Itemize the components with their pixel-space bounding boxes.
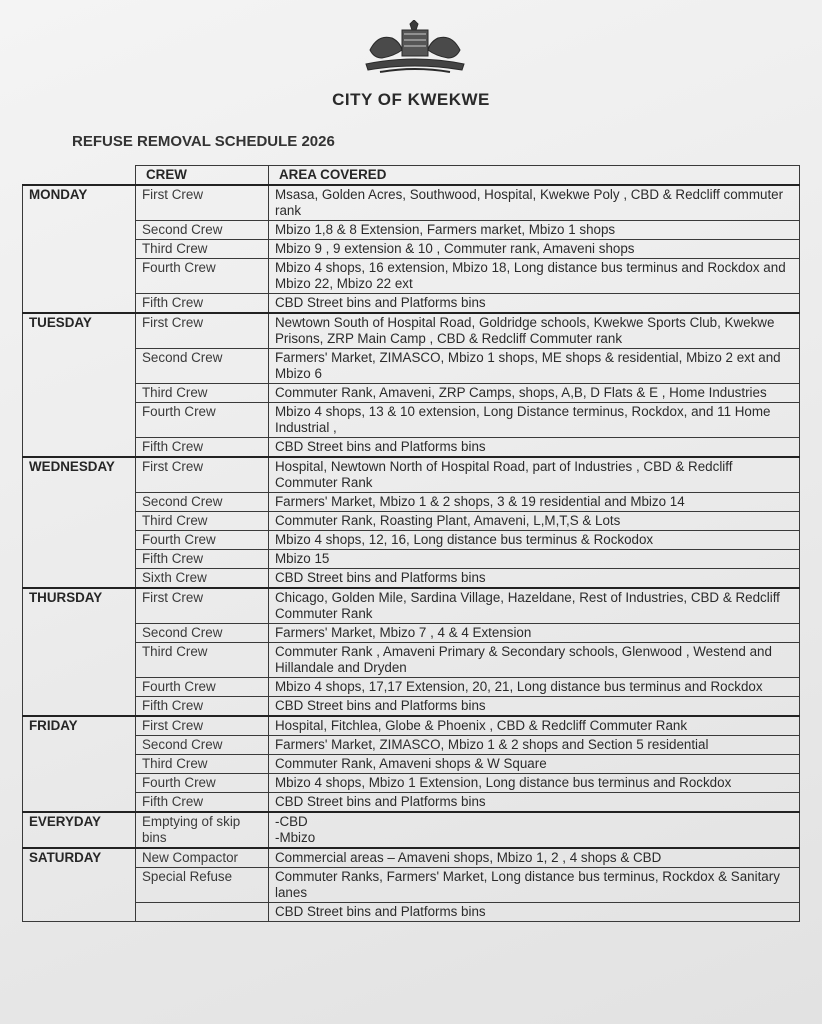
area-cell: Farmers' Market, Mbizo 1 & 2 shops, 3 & 19 residential and Mbizo 14 <box>269 493 800 512</box>
area-cell: Commuter Rank , Amaveni Primary & Secondary schools, Glenwood , Westend and Hillandale and Dryden <box>269 643 800 678</box>
area-cell: Mbizo 9 , 9 extension & 10 , Commuter rank, Amaveni shops <box>269 240 800 259</box>
crew-cell: Second Crew <box>136 736 269 755</box>
area-cell: Commuter Rank, Amaveni shops & W Square <box>269 755 800 774</box>
crew-cell: Fifth Crew <box>136 697 269 717</box>
area-cell: Mbizo 1,8 & 8 Extension, Farmers market, Mbizo 1 shops <box>269 221 800 240</box>
area-cell: Newtown South of Hospital Road, Goldridge schools, Kwekwe Sports Club, Kwekwe Prisons, ZRP Main Camp , CBD & Redcliff Commuter rank <box>269 313 800 349</box>
area-cell: Mbizo 15 <box>269 550 800 569</box>
city-title: CITY OF KWEKWE <box>332 90 490 109</box>
crew-cell: Special Refuse <box>136 868 269 903</box>
crew-cell: Third Crew <box>136 643 269 678</box>
crew-cell: Second Crew <box>136 349 269 384</box>
table-row <box>23 848 800 868</box>
table-row <box>23 550 800 569</box>
crew-cell: Fourth Crew <box>136 774 269 793</box>
area-cell: Commuter Ranks, Farmers' Market, Long distance bus terminus, Rockdox & Sanitary lanes <box>269 868 800 903</box>
area-cell: Farmers' Market, Mbizo 7 , 4 & 4 Extension <box>269 624 800 643</box>
table-row <box>23 313 800 349</box>
day-cell: FRIDAY <box>23 716 136 812</box>
table-row <box>23 903 800 922</box>
table-row <box>23 384 800 403</box>
table-row <box>23 868 800 903</box>
crew-cell: Second Crew <box>136 624 269 643</box>
crew-cell: Fourth Crew <box>136 259 269 294</box>
crew-cell: First Crew <box>136 185 269 221</box>
area-cell: Msasa, Golden Acres, Southwood, Hospital, Kwekwe Poly , CBD & Redcliff commuter rank <box>269 185 800 221</box>
area-cell: CBD Street bins and Platforms bins <box>269 569 800 589</box>
area-cell: Commuter Rank, Amaveni, ZRP Camps, shops, A,B, D Flats & E , Home Industries <box>269 384 800 403</box>
table-row <box>23 736 800 755</box>
crew-cell: First Crew <box>136 588 269 624</box>
header-area: AREA COVERED <box>269 166 800 186</box>
table-row <box>23 588 800 624</box>
schedule-table <box>22 165 800 922</box>
crew-cell: Fourth Crew <box>136 678 269 697</box>
area-cell: Chicago, Golden Mile, Sardina Village, Hazeldane, Rest of Industries, CBD & Redcliff Commuter Rank <box>269 588 800 624</box>
table-row <box>23 569 800 589</box>
table-row <box>23 512 800 531</box>
crew-cell: Fifth Crew <box>136 793 269 813</box>
crew-cell <box>136 903 269 922</box>
table-row <box>23 716 800 736</box>
crew-cell: First Crew <box>136 457 269 493</box>
table-row <box>23 403 800 438</box>
area-cell: Commercial areas – Amaveni shops, Mbizo 1, 2 , 4 shops & CBD <box>269 848 800 868</box>
day-cell: TUESDAY <box>23 313 136 457</box>
area-cell: Commuter Rank, Roasting Plant, Amaveni, L,M,T,S & Lots <box>269 512 800 531</box>
crew-cell: Third Crew <box>136 512 269 531</box>
table-row <box>23 349 800 384</box>
area-cell: Mbizo 4 shops, 12, 16, Long distance bus terminus & Rockodox <box>269 531 800 550</box>
header-blank <box>23 166 136 186</box>
area-cell: Farmers' Market, ZIMASCO, Mbizo 1 & 2 shops and Section 5 residential <box>269 736 800 755</box>
table-row <box>23 438 800 458</box>
table-header-row <box>23 166 800 186</box>
coat-of-arms-emblem <box>360 20 470 78</box>
table-row <box>23 755 800 774</box>
area-cell: Mbizo 4 shops, Mbizo 1 Extension, Long distance bus terminus and Rockdox <box>269 774 800 793</box>
table-row <box>23 643 800 678</box>
day-cell: THURSDAY <box>23 588 136 716</box>
crew-cell: Second Crew <box>136 221 269 240</box>
area-cell: Mbizo 4 shops, 16 extension, Mbizo 18, Long distance bus terminus and Rockdox and Mbizo 22, Mbizo 22 ext <box>269 259 800 294</box>
area-cell: Hospital, Newtown North of Hospital Road, part of Industries , CBD & Redcliff Commuter Rank <box>269 457 800 493</box>
table-row <box>23 697 800 717</box>
table-row <box>23 812 800 848</box>
schedule-title: REFUSE REMOVAL SCHEDULE 2026 <box>72 133 335 150</box>
table-row <box>23 774 800 793</box>
area-cell: Mbizo 4 shops, 13 & 10 extension, Long Distance terminus, Rockdox, and 11 Home Industrial , <box>269 403 800 438</box>
table-row <box>23 240 800 259</box>
crew-cell: Fourth Crew <box>136 403 269 438</box>
area-cell: CBD Street bins and Platforms bins <box>269 793 800 813</box>
day-cell: EVERYDAY <box>23 812 136 848</box>
area-cell: CBD Street bins and Platforms bins <box>269 697 800 717</box>
crew-cell: Fourth Crew <box>136 531 269 550</box>
crew-cell: Emptying of skip bins <box>136 812 269 848</box>
table-row <box>23 678 800 697</box>
table-row <box>23 457 800 493</box>
crew-cell: First Crew <box>136 716 269 736</box>
crew-cell: Third Crew <box>136 384 269 403</box>
table-row <box>23 624 800 643</box>
day-cell: MONDAY <box>23 185 136 313</box>
area-cell: CBD Street bins and Platforms bins <box>269 294 800 314</box>
area-cell: Hospital, Fitchlea, Globe & Phoenix , CBD & Redcliff Commuter Rank <box>269 716 800 736</box>
table-row <box>23 294 800 314</box>
crew-cell: Fifth Crew <box>136 550 269 569</box>
crew-cell: Third Crew <box>136 755 269 774</box>
table-row <box>23 793 800 813</box>
area-cell: CBD Street bins and Platforms bins <box>269 903 800 922</box>
day-cell: WEDNESDAY <box>23 457 136 588</box>
table-row <box>23 531 800 550</box>
day-cell: SATURDAY <box>23 848 136 922</box>
crew-cell: New Compactor <box>136 848 269 868</box>
crew-cell: Fifth Crew <box>136 438 269 458</box>
area-cell: -CBD -Mbizo <box>269 812 800 848</box>
table-row <box>23 185 800 221</box>
area-cell: Mbizo 4 shops, 17,17 Extension, 20, 21, Long distance bus terminus and Rockdox <box>269 678 800 697</box>
header-crew: CREW <box>136 166 269 186</box>
table-row <box>23 259 800 294</box>
area-cell: CBD Street bins and Platforms bins <box>269 438 800 458</box>
area-cell: Farmers' Market, ZIMASCO, Mbizo 1 shops, ME shops & residential, Mbizo 2 ext and Mbizo 6 <box>269 349 800 384</box>
crew-cell: Second Crew <box>136 493 269 512</box>
crew-cell: Sixth Crew <box>136 569 269 589</box>
table-row <box>23 493 800 512</box>
crew-cell: Fifth Crew <box>136 294 269 314</box>
table-row <box>23 221 800 240</box>
crew-cell: Third Crew <box>136 240 269 259</box>
schedule-body <box>23 185 800 922</box>
crew-cell: First Crew <box>136 313 269 349</box>
